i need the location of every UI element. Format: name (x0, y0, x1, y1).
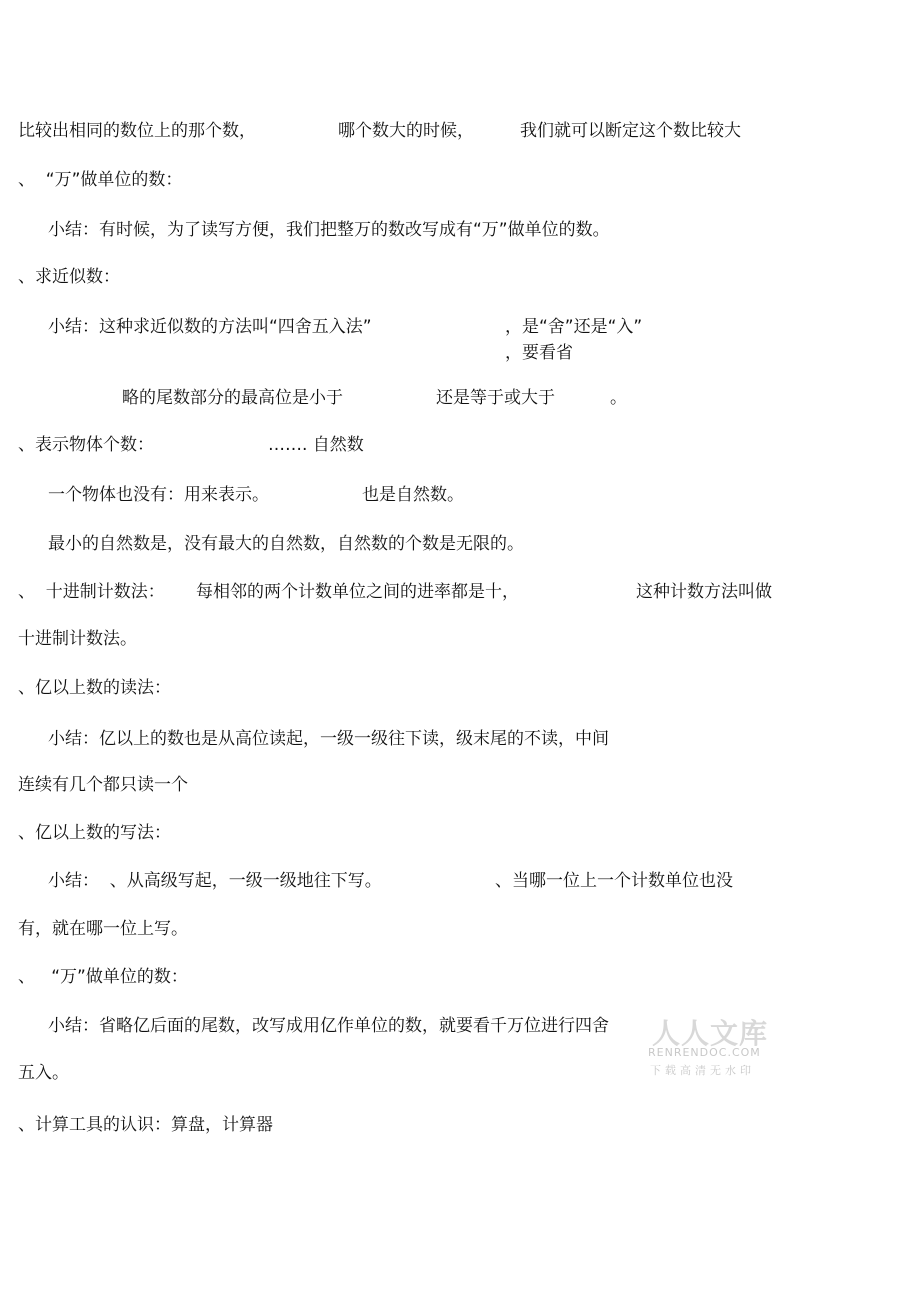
watermark-title: 人人文库 (652, 1017, 769, 1050)
text-line: ，要看省 (505, 343, 573, 363)
text-line: 还是等于或大于 (436, 388, 555, 408)
text-line: 。 (610, 388, 627, 408)
summary-line: 小结：这种求近似数的方法叫“四舍五入法” (48, 317, 372, 337)
section-heading: 、 “万”做单位的数： (18, 967, 188, 987)
section-heading: 、 十进制计数法： (18, 582, 165, 602)
text-line: 哪个数大的时候， (338, 121, 474, 141)
text-line: 有，就在哪一位上写。 (18, 919, 188, 939)
text-line: 也是自然数。 (362, 485, 464, 505)
text-line: 、当哪一位上一个计数单位也没 (495, 871, 733, 891)
text-line: 比较出相同的数位上的那个数， (18, 121, 256, 141)
text-line: 十进制计数法。 (18, 629, 137, 649)
text-line: 一个物体也没有：用来表示。 (48, 485, 269, 505)
section-heading: 、求近似数： (18, 267, 120, 287)
text-line: ，是“舍”还是“入” (505, 317, 643, 337)
section-heading: 、亿以上数的读法： (18, 678, 171, 698)
summary-line: 小结：省略亿后面的尾数，改写成用亿作单位的数，就要看千万位进行四舍 (48, 1016, 609, 1036)
section-heading: 、表示物体个数： (18, 435, 154, 455)
text-line: ……. 自然数 (268, 435, 364, 455)
summary-line: 小结：有时候，为了读写方便，我们把整万的数改写成有“万”做单位的数。 (48, 220, 610, 240)
text-line: 这种计数方法叫做 (636, 582, 772, 602)
summary-line: 小结：亿以上的数也是从高位读起，一级一级往下读，级末尾的不读，中间 (48, 729, 609, 749)
section-heading: 、亿以上数的写法： (18, 823, 171, 843)
watermark-slogan: 下载高清无水印 (650, 1064, 755, 1077)
text-line: 连续有几个都只读一个 (18, 775, 188, 795)
watermark-site: RENRENDOC.COM (648, 1046, 761, 1059)
text-line: 最小的自然数是，没有最大的自然数，自然数的个数是无限的。 (48, 534, 524, 554)
summary-line: 小结： 、从高级写起，一级一级地往下写。 (48, 871, 382, 891)
text-line: 每相邻的两个计数单位之间的进率都是十， (196, 582, 519, 602)
text-line: 略的尾数部分的最高位是小于 (122, 388, 343, 408)
text-line: 我们就可以断定这个数比较大 (520, 121, 741, 141)
text-line: 五入。 (18, 1063, 69, 1083)
section-heading: 、 “万”做单位的数： (18, 170, 183, 190)
section-heading: 、计算工具的认识：算盘，计算器 (18, 1115, 273, 1135)
